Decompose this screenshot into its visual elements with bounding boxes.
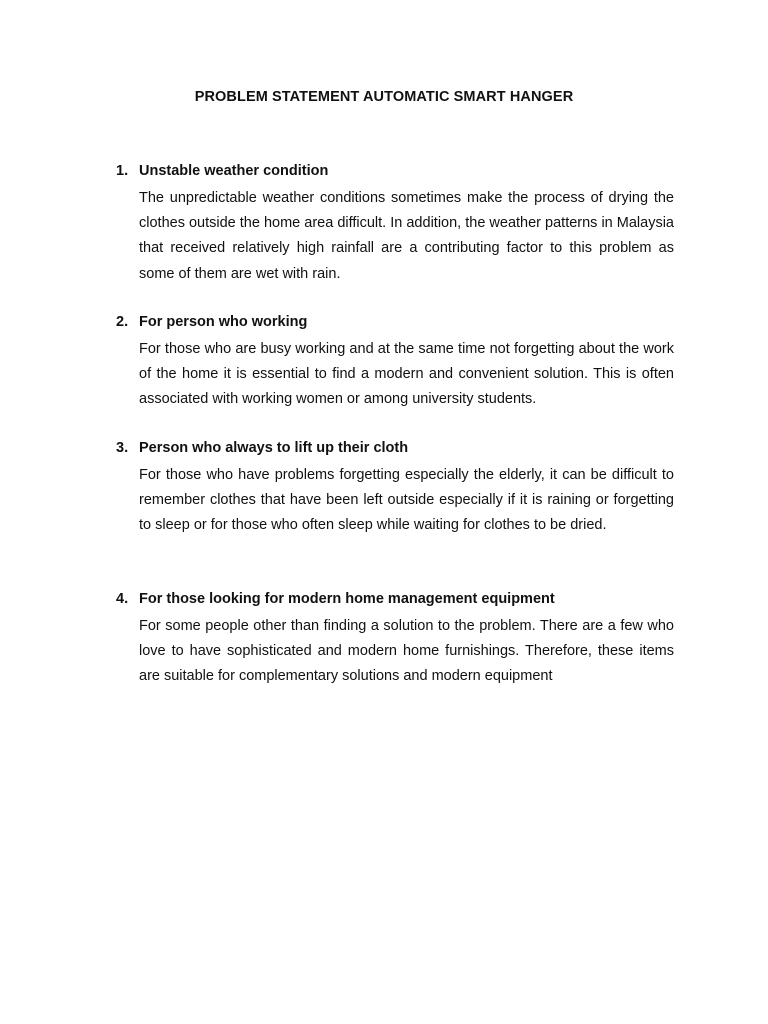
- section-heading: [116, 160, 674, 182]
- section-heading: [116, 311, 674, 333]
- section-number: 2.: [116, 314, 129, 330]
- section-title: Person who always to lift up their cloth: [139, 440, 409, 456]
- section-body: For those who are busy working and at the same time not forgetting about the work of the home it is essential to find a modern and convenient solution. This is often associated with working women or among university students.: [139, 341, 674, 408]
- section-number: 4.: [116, 591, 129, 607]
- section-body: For some people other than finding a solution to the problem. There are a few who love to have sophisticated and modern home furnishings. Therefore, these items are suitable for complementary solutions and modern equipment: [139, 618, 674, 685]
- section-heading: [116, 437, 674, 459]
- section-title: Unstable weather condition: [139, 163, 329, 179]
- problem-section-2: [116, 311, 674, 413]
- problem-section-1: [116, 160, 674, 287]
- section-title: For those looking for modern home management equipment: [139, 591, 555, 607]
- section-body: For those who have problems forgetting especially the elderly, it can be difficult to remember clothes that have been left outside especially if it is raining or forgetting to sleep or for those who often sleep while waiting for clothes to be dried.: [139, 467, 674, 534]
- document-title: PROBLEM STATEMENT AUTOMATIC SMART HANGER: [194, 89, 574, 105]
- problem-section-4: [116, 588, 674, 690]
- problem-section-3: [116, 437, 674, 539]
- section-number: 1.: [116, 163, 129, 179]
- section-number: 3.: [116, 440, 129, 456]
- section-body: The unpredictable weather conditions sometimes make the process of drying the clothes outside the home area difficult. In addition, the weather patterns in Malaysia that received relatively high rainfall are a contributing factor to this problem as some of them are wet with rain.: [139, 190, 674, 282]
- section-heading: [116, 588, 674, 610]
- section-title: For person who working: [139, 314, 308, 330]
